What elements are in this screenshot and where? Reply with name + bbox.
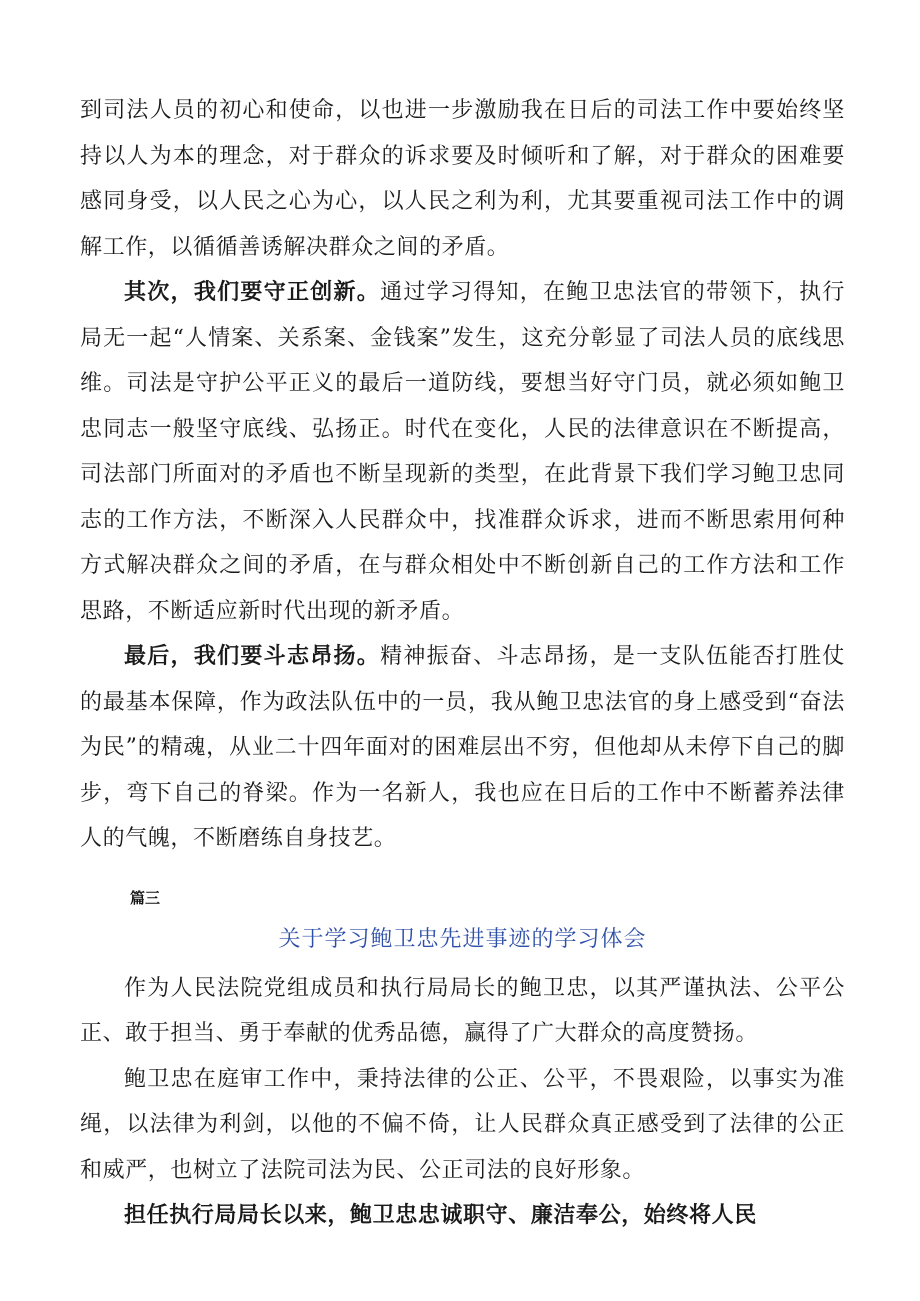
paragraph-uphold-innovation (80, 270, 845, 634)
paragraph-intro: 作为人民法院党组成员和执行局局长的鲍卫忠，以其严谨执法、公平公正、敢于担当、勇于奉献的优秀品德，赢得了广大群众的高度赞扬。 (80, 975, 845, 1046)
section-title: 关于学习鲍卫忠先进事迹的学习体会 (278, 926, 647, 952)
paragraph-bureau-chief: 担任执行局局长以来，鲍卫忠忠诚职守、廉洁奉公，始终将人民 (124, 1202, 757, 1228)
paragraph-trial-work: 鲍卫忠在庭审工作中，秉持法律的公正、公平，不畏艰险，以事实为准绳，以法律为利剑，以他的不偏不倚，让人民群众真正感受到了法律的公正和威严，也树立了法院司法为民、公正司法的良好形象。 (80, 1066, 845, 1183)
paragraph-body: 精神振奋、斗志昂扬，是一支队伍能否打胜仗的最基本保障，作为政法队伍中的一员，我从鲍卫忠法官的身上感受到“奋法为民”的精魂，从业二十四年面对的困难层出不穷，但他却从未停下自己的脚步，弯下自己的脊梁。作为一名新人，我也应在日后的工作中不断蓄养法律人的气魄，不断磨练自身技艺。 (80, 644, 845, 851)
paragraph-body: 通过学习得知，在鲍卫忠法官的带领下，执行局无一起“人情案、关系案、金钱案”发生，这充分彰显了司法人员的底线思维。司法是守护公平正义的最后一道防线，要想当好守门员，就必须如鲍卫忠同志一般坚守底线、弘扬正。时代在变化，人民的法律意识在不断提高，司法部门所面对的矛盾也不断呈现新的类型，在此背景下我们学习鲍卫忠同志的工作方法，不断深入人民群众中，找准群众诉求，进而不断思索用何种方式解决群众之间的矛盾，在与群众相处中不断创新自己的工作方法和工作思路，不断适应新时代出现的新矛盾。 (80, 280, 845, 624)
paragraph-lead-heading: 其次，我们要守正创新。 (124, 279, 381, 305)
paragraph-lead-heading: 最后，我们要斗志昂扬。 (124, 643, 381, 669)
paragraph-high-morale (80, 634, 845, 862)
paragraph-continuation: 到司法人员的初心和使命，以也进一步激励我在日后的司法工作中要始终坚持以人为本的理念，对于群众的诉求要及时倾听和了解，对于群众的困难要感同身受，以人民之心为心，以人民之利为利，尤其要重视司法工作中的调解工作，以循循善诱解决群众之间的矛盾。 (80, 98, 845, 260)
section-label: 篇三 (130, 888, 161, 907)
document-page (80, 88, 845, 1239)
